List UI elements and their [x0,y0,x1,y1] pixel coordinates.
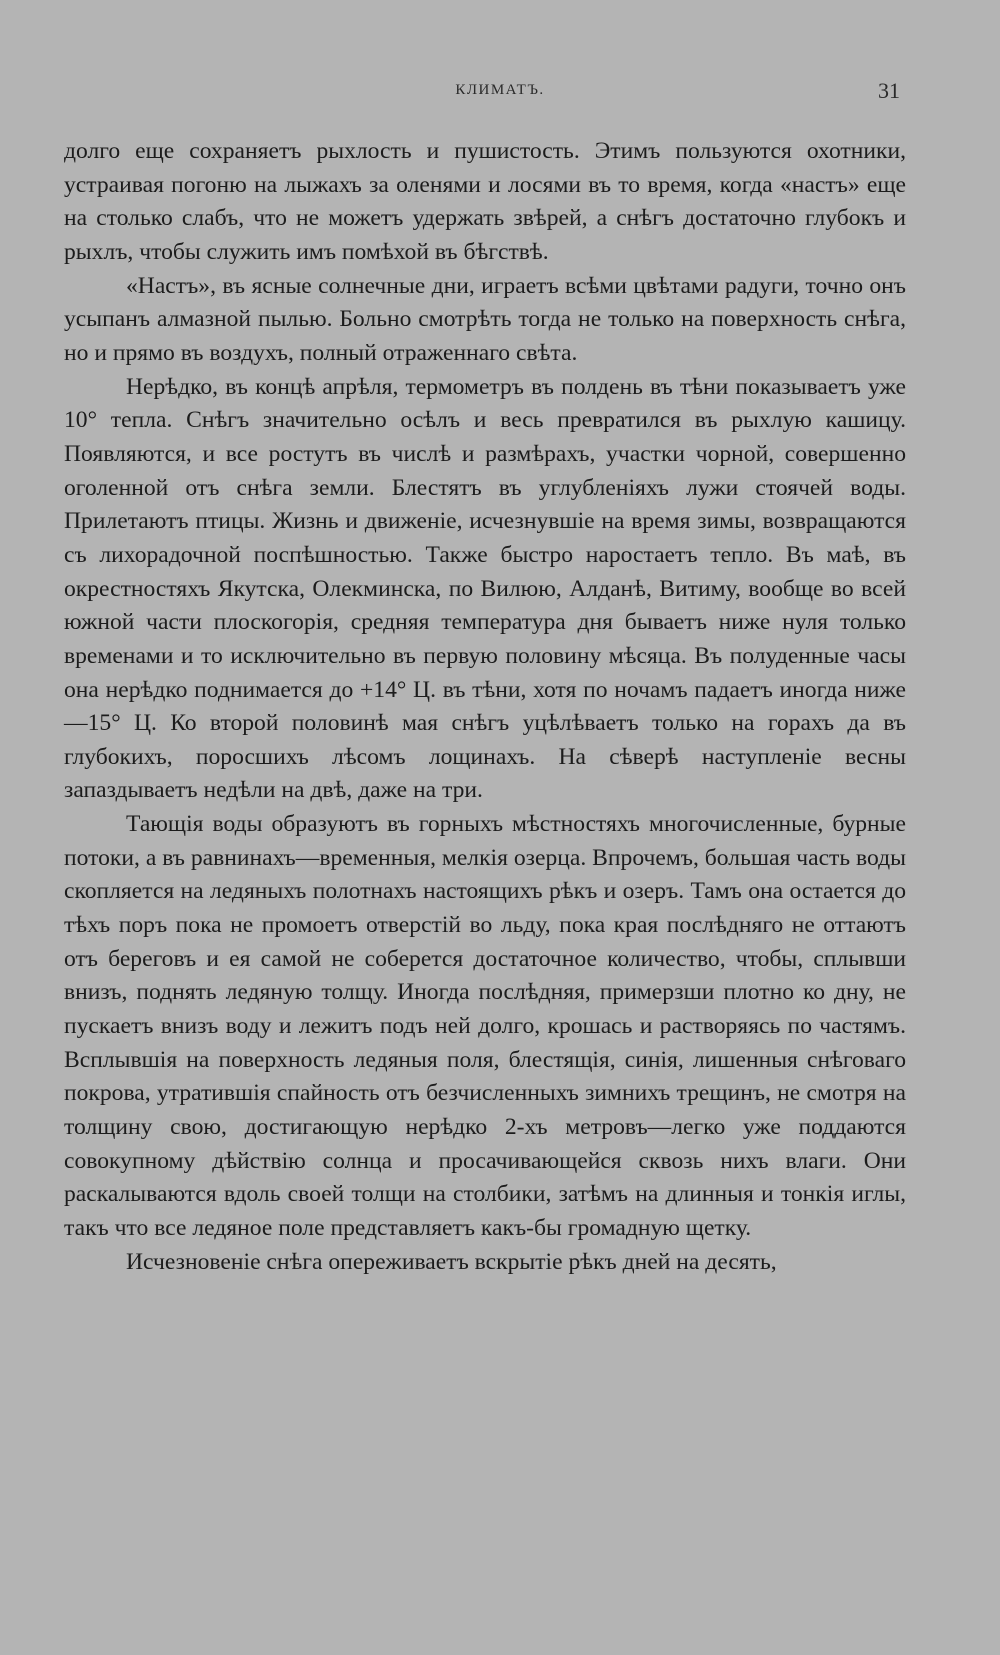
paragraph-1: долго еще сохраняетъ рыхлость и пушистость. Этимъ пользуются охотники, устраивая погоню на лыжахъ за оленями и лосями въ то время, когда «настъ» еще на столько слабъ, что не можетъ удержать звѣрей, а снѣгъ достаточно глубокъ и рыхлъ, чтобы служить имъ помѣхой въ бѣгствѣ. [64,138,906,265]
paragraph-3: Нерѣдко, въ концѣ апрѣля, термометръ въ полдень въ тѣни показываетъ уже 10° тепла. Снѣгъ значительно осѣлъ и весь превратился въ рыхлую кашицу. Появляются, и все ростутъ въ числѣ и размѣрахъ, участки чорной, совершенно оголенной отъ снѣга земли. Блестятъ въ углубленіяхъ лужи стоячей воды. Прилетаютъ птицы. Жизнь и движеніе, исчезнувшіе на время зимы, возвращаются съ лихорадочной поспѣшностью. Также быстро наростаетъ тепло. Въ маѣ, въ окрестностяхъ Якутска, Олекминска, по Вилюю, Алданѣ, Витиму, вообще во всей южной части плоскогорія, средняя температура дня бываетъ ниже нуля только временами и то исключительно въ первую половину мѣсяца. Въ полуденные часы она нерѣдко поднимается до +14° Ц. въ тѣни, хотя по ночамъ падаетъ иногда ниже —15° Ц. Ко второй половинѣ мая снѣгъ уцѣлѣваетъ только на горахъ да въ глубокихъ, поросшихъ лѣсомъ лощинахъ. На сѣверѣ наступленіе весны запаздываетъ недѣли на двѣ, даже на три. [64,373,906,804]
paragraph-5: Исчезновеніе снѣга опереживаетъ вскрытіе рѣкъ дней на десять, [126,1248,777,1275]
page-header [0,78,1000,112]
text-body [64,135,906,1279]
paragraph-4: Тающія воды образуютъ въ горныхъ мѣстностяхъ многочисленные, бурные потоки, а въ равнинахъ—временныя, мелкія озерца. Впрочемъ, большая часть воды скопляется на ледяныхъ полотнахъ настоящихъ рѣкъ и озеръ. Тамъ она остается до тѣхъ поръ пока не промоетъ отверстій во льду, пока края послѣдняго не оттаютъ отъ береговъ и ея самой не соберется достаточное количество, чтобы, сплывши внизъ, поднять ледяную толщу. Иногда послѣдняя, примерзши плотно ко дну, не пускаетъ внизъ воду и лежитъ подъ ней долго, крошась и растворяясь по частямъ. Всплывшія на поверхность ледяныя поля, блестящія, синія, лишенныя снѣговаго покрова, утратившія спайность отъ безчисленныхъ зимнихъ трещинъ, не смотря на толщину свою, достигающую нерѣдко 2-хъ метровъ—легко уже поддаются совокупному дѣйствію солнца и просачивающейся сквозь нихъ влаги. Они раскалываются вдоль своей толщи на столбики, затѣмъ на длинныя и тонкія иглы, такъ что все ледяное поле представляетъ какъ-бы громадную щетку. [64,811,906,1241]
page-number: 31 [878,78,900,103]
paragraph-2: «Настъ», въ ясные солнечные дни, играетъ всѣми цвѣтами радуги, точно онъ усыпанъ алмазной пылью. Больно смотрѣть тогда не только на поверхность снѣга, но и прямо въ воздухъ, полный отраженнаго свѣта. [64,272,906,366]
running-head: КЛИМАТЪ. [455,82,545,98]
